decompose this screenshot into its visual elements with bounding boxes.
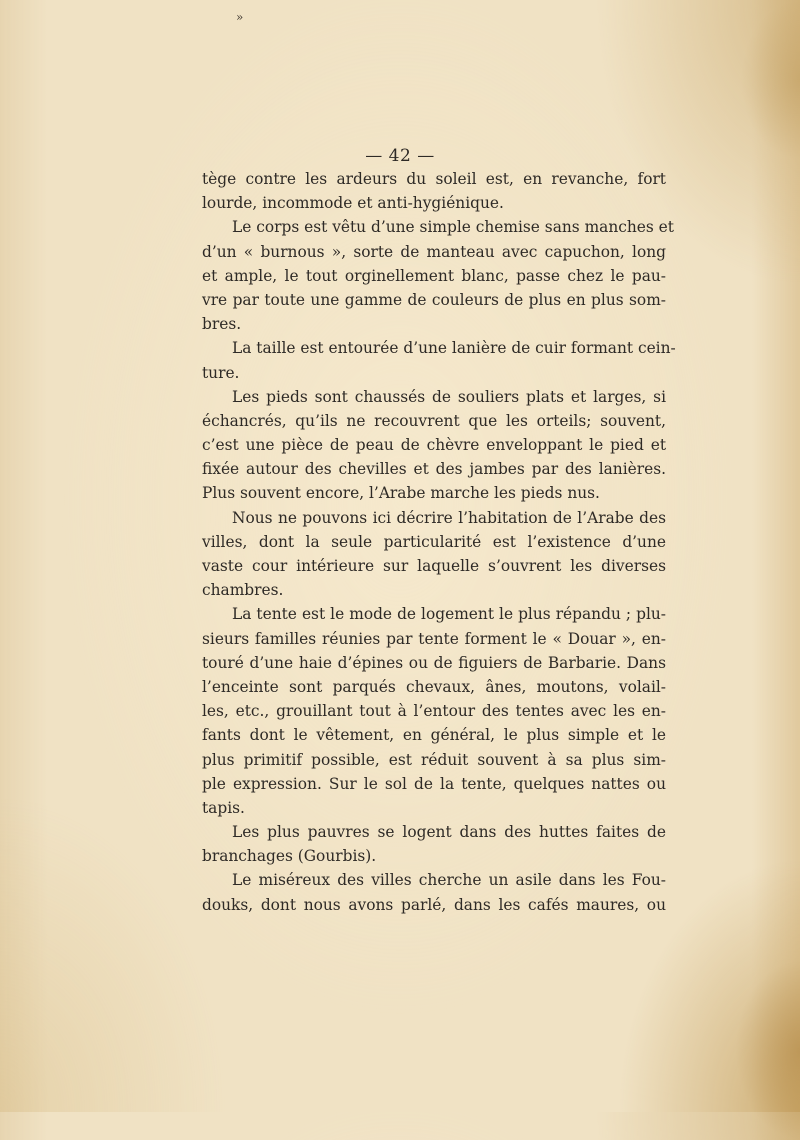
text-line: chambres. xyxy=(202,581,284,600)
text-line: vaste cour intérieure sur laquelle s’ouvrent les diverses xyxy=(202,557,666,575)
text-line: ple expression. Sur le sol de la tente, quelques nattes ou xyxy=(202,774,666,793)
text-line: fixée autour des chevilles et des jambes par des lanières. xyxy=(202,460,666,479)
text-line: bres. xyxy=(202,315,242,334)
text-line: Le corps est vêtu d’une simple chemise sans manches et xyxy=(232,218,674,237)
text-line: lourde, incommode et anti-hygiénique. xyxy=(202,194,504,213)
paper-stain xyxy=(735,960,800,1140)
text-line: Plus souvent encore, l’Arabe marche les pieds nus. xyxy=(202,484,600,503)
text-line: La tente est le mode de logement le plus répandu ; plu- xyxy=(232,605,666,624)
paper-stain xyxy=(740,0,800,160)
text-line: vre par toute une gamme de couleurs de plus en plus som- xyxy=(202,290,666,309)
text-line: d’un « burnous », sorte de manteau avec capuchon, long xyxy=(202,242,666,261)
text-line: échancrés, qu’ils ne recouvrent que les orteils; souvent, xyxy=(202,411,666,430)
page-number: — 42 — xyxy=(365,146,435,166)
text-line: ture. xyxy=(202,363,240,382)
text-line: La taille est entourée d’une lanière de cuir formant cein- xyxy=(232,339,676,358)
text-line: Le miséreux des villes cherche un asile dans les Fou- xyxy=(232,871,666,890)
text-line: Les pieds sont chaussés de souliers plats et larges, si xyxy=(232,387,666,406)
text-line: plus primitif possible, est réduit souvent à sa plus sim- xyxy=(202,750,666,769)
text-line: touré d’une haie d’épines ou de figuiers de Barbarie. Dans xyxy=(202,653,666,672)
text-line: sieurs familles réunies par tente forment le « Douar », en- xyxy=(202,629,666,648)
text-line: tapis. xyxy=(202,798,245,817)
body-text xyxy=(202,167,676,917)
text-line: Les plus pauvres se logent dans des huttes faites de xyxy=(232,823,666,842)
text-line: villes, dont la seule particularité est l’existence d’une xyxy=(202,532,666,551)
text-line: douks, dont nous avons parlé, dans les cafés maures, ou xyxy=(202,895,666,914)
text-line: les, etc., grouillant tout à l’entour des tentes avec les en- xyxy=(202,702,666,721)
text-line: tège contre les ardeurs du soleil est, en revanche, fort xyxy=(202,170,666,188)
text-line: branchages (Gourbis). xyxy=(202,847,377,866)
text-line: c’est une pièce de peau de chèvre enveloppant le pied et xyxy=(202,436,666,455)
text-line: fants dont le vêtement, en général, le plus simple et le xyxy=(202,726,666,745)
text-line: Nous ne pouvons ici décrire l’habitation de l’Arabe des xyxy=(232,508,666,527)
text-line: et ample, le tout orginellement blanc, passe chez le pau- xyxy=(202,266,666,285)
text-line: l’enceinte sont parqués chevaux, ânes, moutons, volail- xyxy=(202,677,666,696)
stray-ink-mark: » xyxy=(236,10,244,24)
